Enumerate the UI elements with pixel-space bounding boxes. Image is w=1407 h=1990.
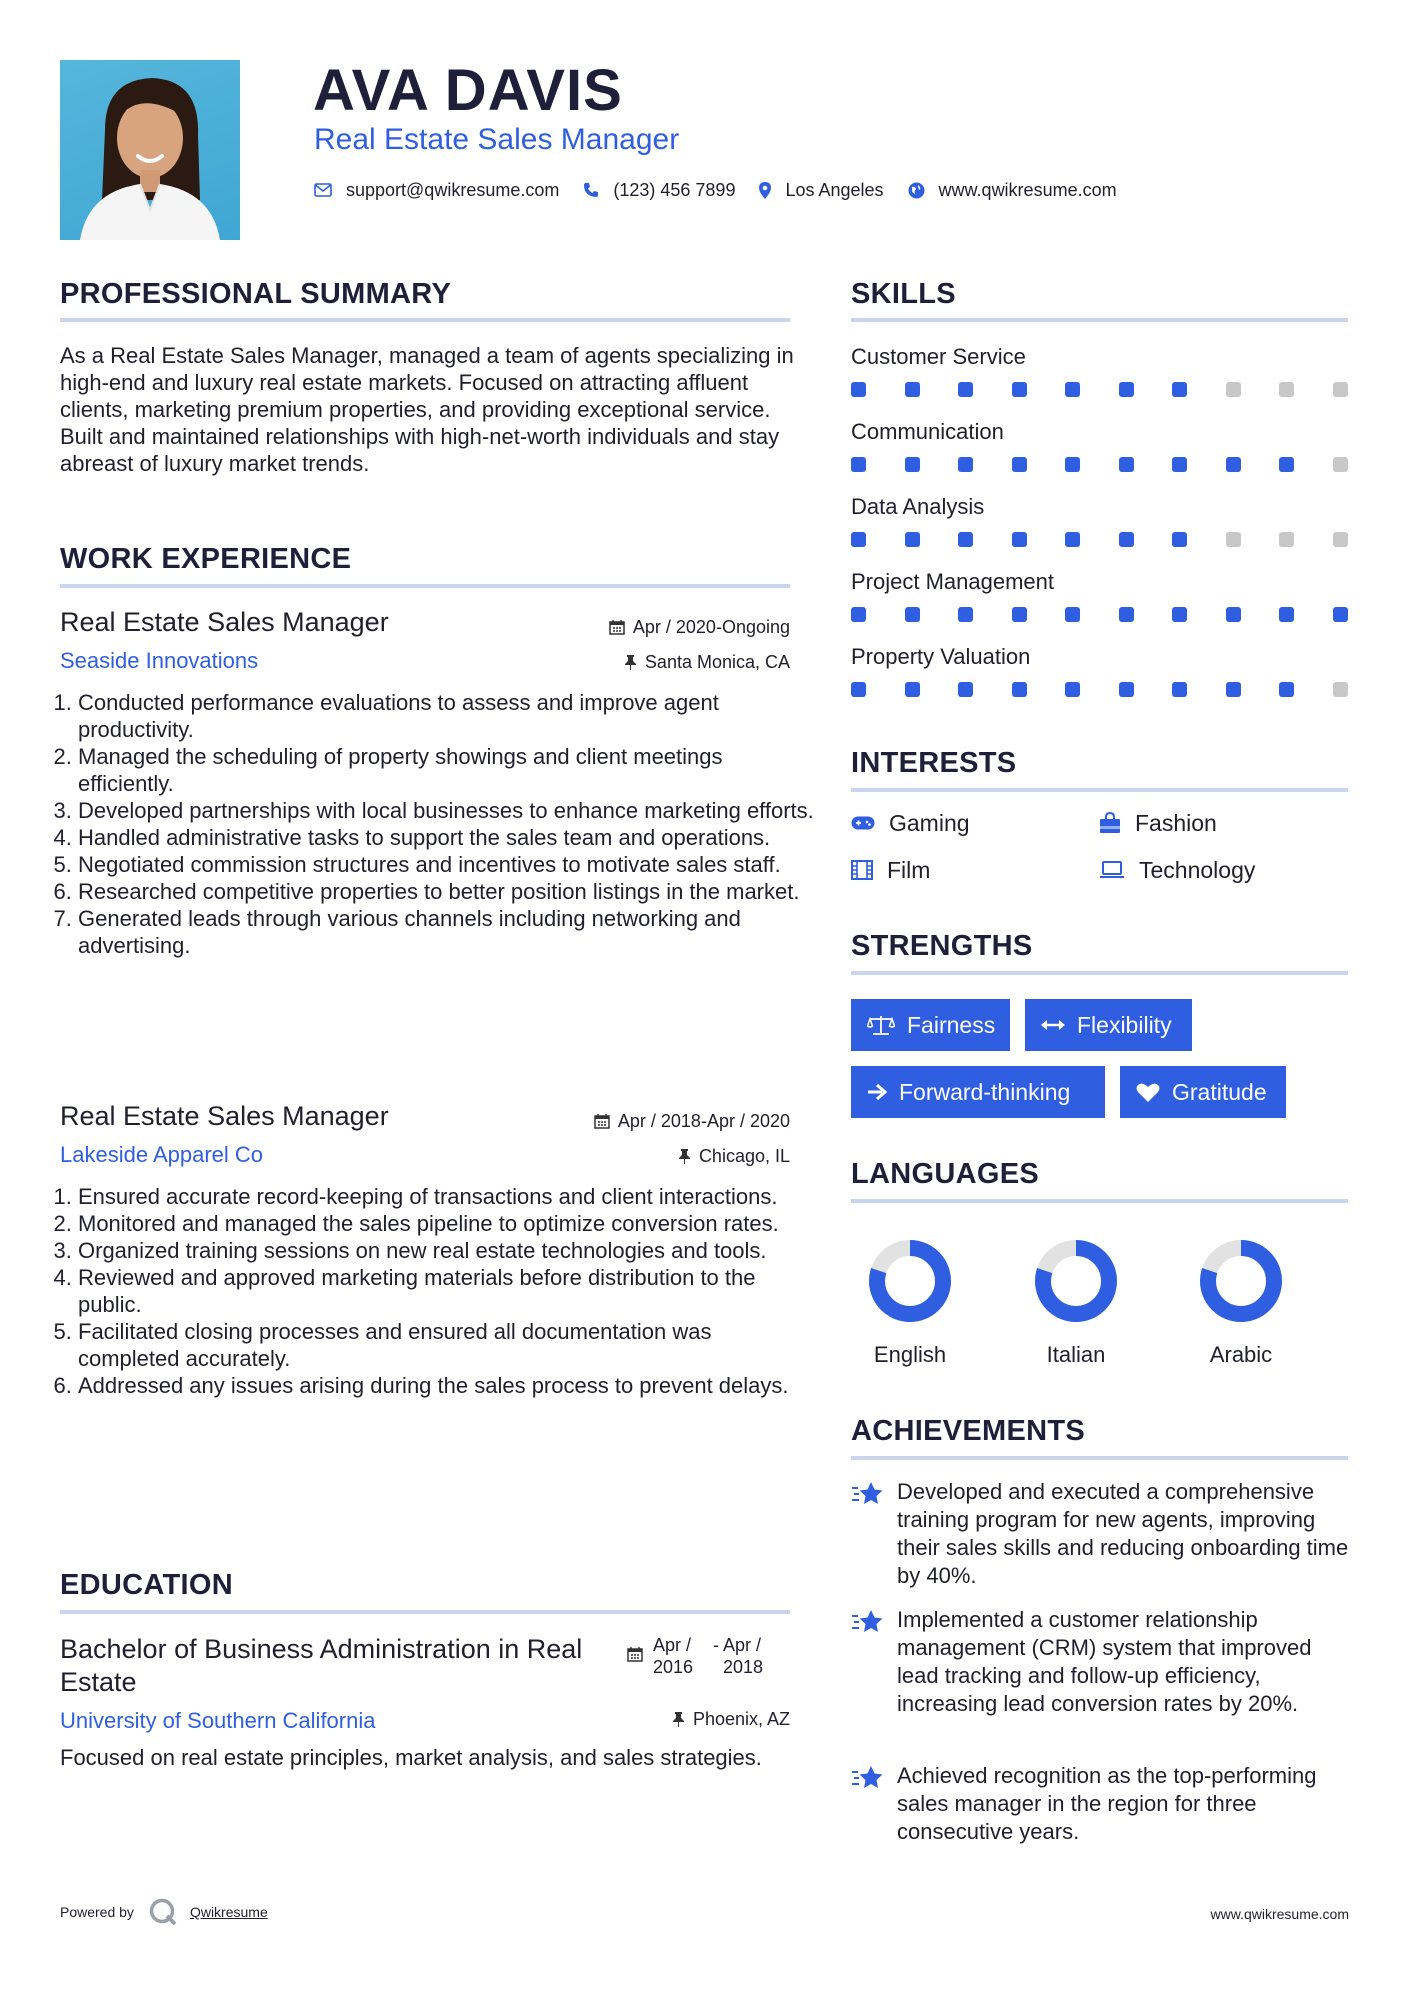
strength-label: Gratitude — [1172, 1078, 1267, 1105]
skill-dot-empty — [1226, 382, 1241, 397]
skill-dot-filled — [1012, 532, 1027, 547]
powered-by-label: Powered by — [60, 1904, 134, 1920]
website-text: www.qwikresume.com — [938, 180, 1117, 200]
skill-dot-empty — [1333, 457, 1348, 472]
skill-dot-filled — [1065, 682, 1080, 697]
interest-label: Fashion — [1135, 810, 1217, 836]
school-name[interactable]: University of Southern California — [60, 1708, 376, 1733]
candidate-role: Real Estate Sales Manager — [314, 123, 680, 156]
skill-dot-filled — [958, 607, 973, 622]
star-icon — [851, 1608, 885, 1636]
duty-item: 3. Developed partnerships with local businesses to enhance marketing efforts. — [78, 797, 818, 824]
skill-dot-filled — [1226, 457, 1241, 472]
duty-item: 5. Negotiated commission structures and incentives to motivate sales staff. — [78, 851, 818, 878]
strength-label: Fairness — [907, 1011, 996, 1038]
strength-gratitude — [1120, 1066, 1286, 1118]
job-1-dates-text: Apr / 2020-Ongoing — [632, 617, 790, 637]
skill-dot-filled — [905, 607, 920, 622]
interest-technology — [1099, 856, 1255, 884]
skill-dot-filled — [1065, 457, 1080, 472]
globe-icon — [908, 182, 925, 199]
skill-dot-filled — [905, 682, 920, 697]
location-text: Los Angeles — [785, 180, 884, 200]
skill-dot-filled — [851, 382, 866, 397]
summary-divider — [60, 318, 790, 322]
job-1-dates — [540, 616, 790, 638]
interest-film — [851, 856, 930, 884]
envelope-icon — [314, 183, 332, 197]
strength-fairness — [851, 999, 1010, 1051]
skill-dot-filled — [851, 532, 866, 547]
interest-label: Film — [887, 857, 931, 883]
skill-dot-filled — [1172, 607, 1187, 622]
strength-forward-thinking — [851, 1066, 1105, 1118]
achievements-heading: ACHIEVEMENTS — [851, 1415, 1086, 1447]
skill-dot-empty — [1333, 682, 1348, 697]
skill-dot-filled — [1119, 682, 1134, 697]
achievement-text: Achieved recognition as the top-performing sales manager in the region for three consecutive years. — [897, 1763, 1317, 1844]
pushpin-icon — [672, 1711, 685, 1727]
balance-scale-icon — [867, 1014, 895, 1036]
job-1-location — [540, 651, 790, 673]
language-italian: Italian — [1046, 1342, 1106, 1367]
film-icon — [851, 860, 873, 880]
job-2-location-text: Chicago, IL — [698, 1146, 790, 1166]
profile-photo — [60, 60, 240, 240]
education-end: Apr / 2018 — [723, 1635, 764, 1677]
job-2-duties — [53, 1183, 818, 1399]
strength-flexibility — [1025, 999, 1192, 1051]
strengths-divider — [851, 971, 1348, 975]
job-2-location — [540, 1145, 790, 1167]
strength-label: Flexibility — [1077, 1011, 1172, 1038]
star-icon — [851, 1480, 885, 1508]
education-description: Focused on real estate principles, market analysis, and sales strategies. — [60, 1745, 762, 1770]
skill-data-analysis-rating — [851, 532, 1348, 548]
skill-dot-filled — [1065, 382, 1080, 397]
duty-item: 1. Ensured accurate record-keeping of transactions and client interactions. — [78, 1183, 818, 1210]
duty-item: 7. Generated leads through various channels including networking and advertising. — [78, 905, 818, 959]
skill-dot-filled — [958, 682, 973, 697]
pushpin-icon — [624, 654, 637, 670]
interests-heading: INTERESTS — [851, 747, 1017, 779]
email-text: support@qwikresume.com — [346, 180, 560, 200]
skill-dot-empty — [1226, 532, 1241, 547]
skill-customer-service: Customer Service — [851, 344, 1026, 369]
skills-heading: SKILLS — [851, 278, 956, 310]
interest-gaming — [851, 809, 970, 837]
achievement-text: Implemented a customer relationship management (CRM) system that improved lead tracking and follow-up efficiency, increasing lead conversion rates by 20%. — [897, 1607, 1312, 1716]
arrow-right-icon — [867, 1083, 887, 1101]
qwikresume-logo-icon — [148, 1897, 178, 1927]
skill-dot-empty — [1279, 382, 1294, 397]
contact-email[interactable] — [314, 178, 559, 202]
contact-website[interactable] — [908, 178, 1117, 202]
skill-dot-filled — [958, 382, 973, 397]
skill-dot-filled — [1119, 457, 1134, 472]
skill-dot-filled — [851, 607, 866, 622]
skill-dot-filled — [905, 457, 920, 472]
footer-powered-by — [60, 1897, 268, 1927]
candidate-name: AVA DAVIS — [313, 58, 623, 123]
duty-item: 4. Reviewed and approved marketing materials before distribution to the public. — [78, 1264, 818, 1318]
languages-heading: LANGUAGES — [851, 1158, 1039, 1190]
duty-item: 4. Handled administrative tasks to support the sales team and operations. — [78, 824, 818, 851]
heart-icon — [1136, 1082, 1160, 1103]
calendar-icon — [609, 619, 625, 635]
brand-link[interactable]: Qwikresume — [189, 1904, 268, 1920]
skill-dot-filled — [1012, 607, 1027, 622]
interests-divider — [851, 788, 1348, 792]
achievement-1 — [851, 1478, 1351, 1590]
skill-dot-filled — [1065, 607, 1080, 622]
skill-dot-filled — [1333, 607, 1348, 622]
gamepad-icon — [851, 815, 875, 831]
skill-data-analysis: Data Analysis — [851, 494, 985, 519]
summary-heading: PROFESSIONAL SUMMARY — [60, 278, 452, 310]
skill-dot-filled — [905, 382, 920, 397]
interest-fashion — [1099, 809, 1217, 837]
strengths-heading: STRENGTHS — [851, 930, 1033, 962]
skill-dot-filled — [905, 532, 920, 547]
experience-divider — [60, 584, 790, 588]
duty-item: 6. Addressed any issues arising during the sales process to prevent delays. — [78, 1372, 818, 1399]
skill-dot-filled — [1279, 607, 1294, 622]
footer-website[interactable]: www.qwikresume.com — [1210, 1906, 1349, 1922]
star-icon — [851, 1764, 885, 1792]
job-2-dates-text: Apr / 2018-Apr / 2020 — [617, 1111, 790, 1131]
map-marker-icon — [759, 182, 771, 199]
education-start: Apr / 2016 — [653, 1635, 694, 1677]
calendar-icon — [627, 1646, 643, 1662]
skill-property-valuation-rating — [851, 682, 1348, 698]
education-dates — [627, 1634, 779, 1678]
skill-property-valuation: Property Valuation — [851, 644, 1031, 669]
job-2-title: Real Estate Sales Manager — [60, 1101, 389, 1131]
duty-item: 2. Managed the scheduling of property showings and client meetings efficiently. — [78, 743, 818, 797]
duty-item: 3. Organized training sessions on new real estate technologies and tools. — [78, 1237, 818, 1264]
skill-dot-filled — [1279, 682, 1294, 697]
languages-divider — [851, 1199, 1348, 1203]
job-1-title: Real Estate Sales Manager — [60, 607, 389, 637]
skill-dot-empty — [1333, 382, 1348, 397]
skill-dot-filled — [1226, 607, 1241, 622]
laptop-icon — [1099, 861, 1125, 879]
skill-project-management: Project Management — [851, 569, 1054, 594]
job-2-company[interactable]: Lakeside Apparel Co — [60, 1142, 264, 1167]
job-2-dates — [540, 1110, 790, 1132]
duty-item: 5. Facilitated closing processes and ensured all documentation was completed accurately. — [78, 1318, 818, 1372]
skill-dot-filled — [851, 682, 866, 697]
job-1-company[interactable]: Seaside Innovations — [60, 648, 259, 673]
achievement-3 — [851, 1762, 1351, 1846]
language-english: English — [873, 1342, 947, 1367]
achievement-text: Developed and executed a comprehensive training program for new agents, improving their sales skills and reducing onboarding time by 40%. — [897, 1479, 1349, 1588]
education-heading: EDUCATION — [60, 1569, 233, 1601]
job-1-location-text: Santa Monica, CA — [644, 652, 790, 672]
skill-dot-filled — [1172, 382, 1187, 397]
skill-dot-empty — [1333, 532, 1348, 547]
skills-divider — [851, 318, 1348, 322]
duty-item: 2. Monitored and managed the sales pipeline to optimize conversion rates. — [78, 1210, 818, 1237]
skill-dot-filled — [1172, 532, 1187, 547]
education-location-text: Phoenix, AZ — [692, 1709, 790, 1729]
skill-dot-filled — [958, 457, 973, 472]
calendar-icon — [594, 1113, 610, 1129]
phone-text: (123) 456 7899 — [613, 180, 736, 200]
job-1-duties — [53, 689, 818, 959]
skill-dot-filled — [1065, 532, 1080, 547]
phone-icon — [583, 182, 599, 198]
degree-title: Bachelor of Business Administration in Real Estate — [60, 1634, 583, 1697]
strength-label: Forward-thinking — [899, 1078, 1071, 1105]
skill-dot-filled — [1119, 532, 1134, 547]
skill-dot-filled — [1226, 682, 1241, 697]
duty-item: 1. Conducted performance evaluations to assess and improve agent productivity. — [78, 689, 818, 743]
achievement-2 — [851, 1606, 1351, 1718]
skill-dot-filled — [1012, 382, 1027, 397]
education-location — [540, 1708, 790, 1730]
pushpin-icon — [678, 1148, 691, 1164]
skill-dot-filled — [1279, 457, 1294, 472]
contact-phone[interactable] — [583, 178, 735, 202]
experience-heading: WORK EXPERIENCE — [60, 543, 352, 575]
education-divider — [60, 1610, 790, 1614]
skill-project-management-rating — [851, 607, 1348, 623]
interest-label: Technology — [1139, 857, 1256, 883]
skill-dot-filled — [1119, 607, 1134, 622]
skill-dot-filled — [851, 457, 866, 472]
skill-communication: Communication — [851, 419, 1004, 444]
skill-communication-rating — [851, 457, 1348, 473]
skill-dot-filled — [1172, 682, 1187, 697]
achievements-divider — [851, 1456, 1348, 1460]
duty-item: 6. Researched competitive properties to better position listings in the market. — [78, 878, 818, 905]
skill-dot-filled — [1012, 682, 1027, 697]
language-arabic: Arabic — [1209, 1342, 1273, 1367]
arrows-horizontal-icon — [1041, 1018, 1065, 1032]
skill-dot-empty — [1279, 532, 1294, 547]
skill-dot-filled — [958, 532, 973, 547]
contact-location — [759, 178, 883, 202]
languages-rings — [851, 1225, 1348, 1345]
skill-customer-service-rating — [851, 382, 1348, 398]
skill-dot-filled — [1119, 382, 1134, 397]
date-separator: - — [713, 1635, 719, 1655]
summary-text: As a Real Estate Sales Manager, managed a team of agents specializing in high-end and luxury real estate markets. Focused on attracting affluent clients, marketing premium properties, and providing exceptional service. Built and maintained relationships with high-net-worth individuals and stay abreast of luxury market trends. — [60, 343, 794, 476]
contact-bar — [314, 178, 1141, 202]
interest-label: Gaming — [889, 810, 970, 836]
shopping-bag-icon — [1099, 812, 1121, 834]
skill-dot-filled — [1012, 457, 1027, 472]
skill-dot-filled — [1172, 457, 1187, 472]
